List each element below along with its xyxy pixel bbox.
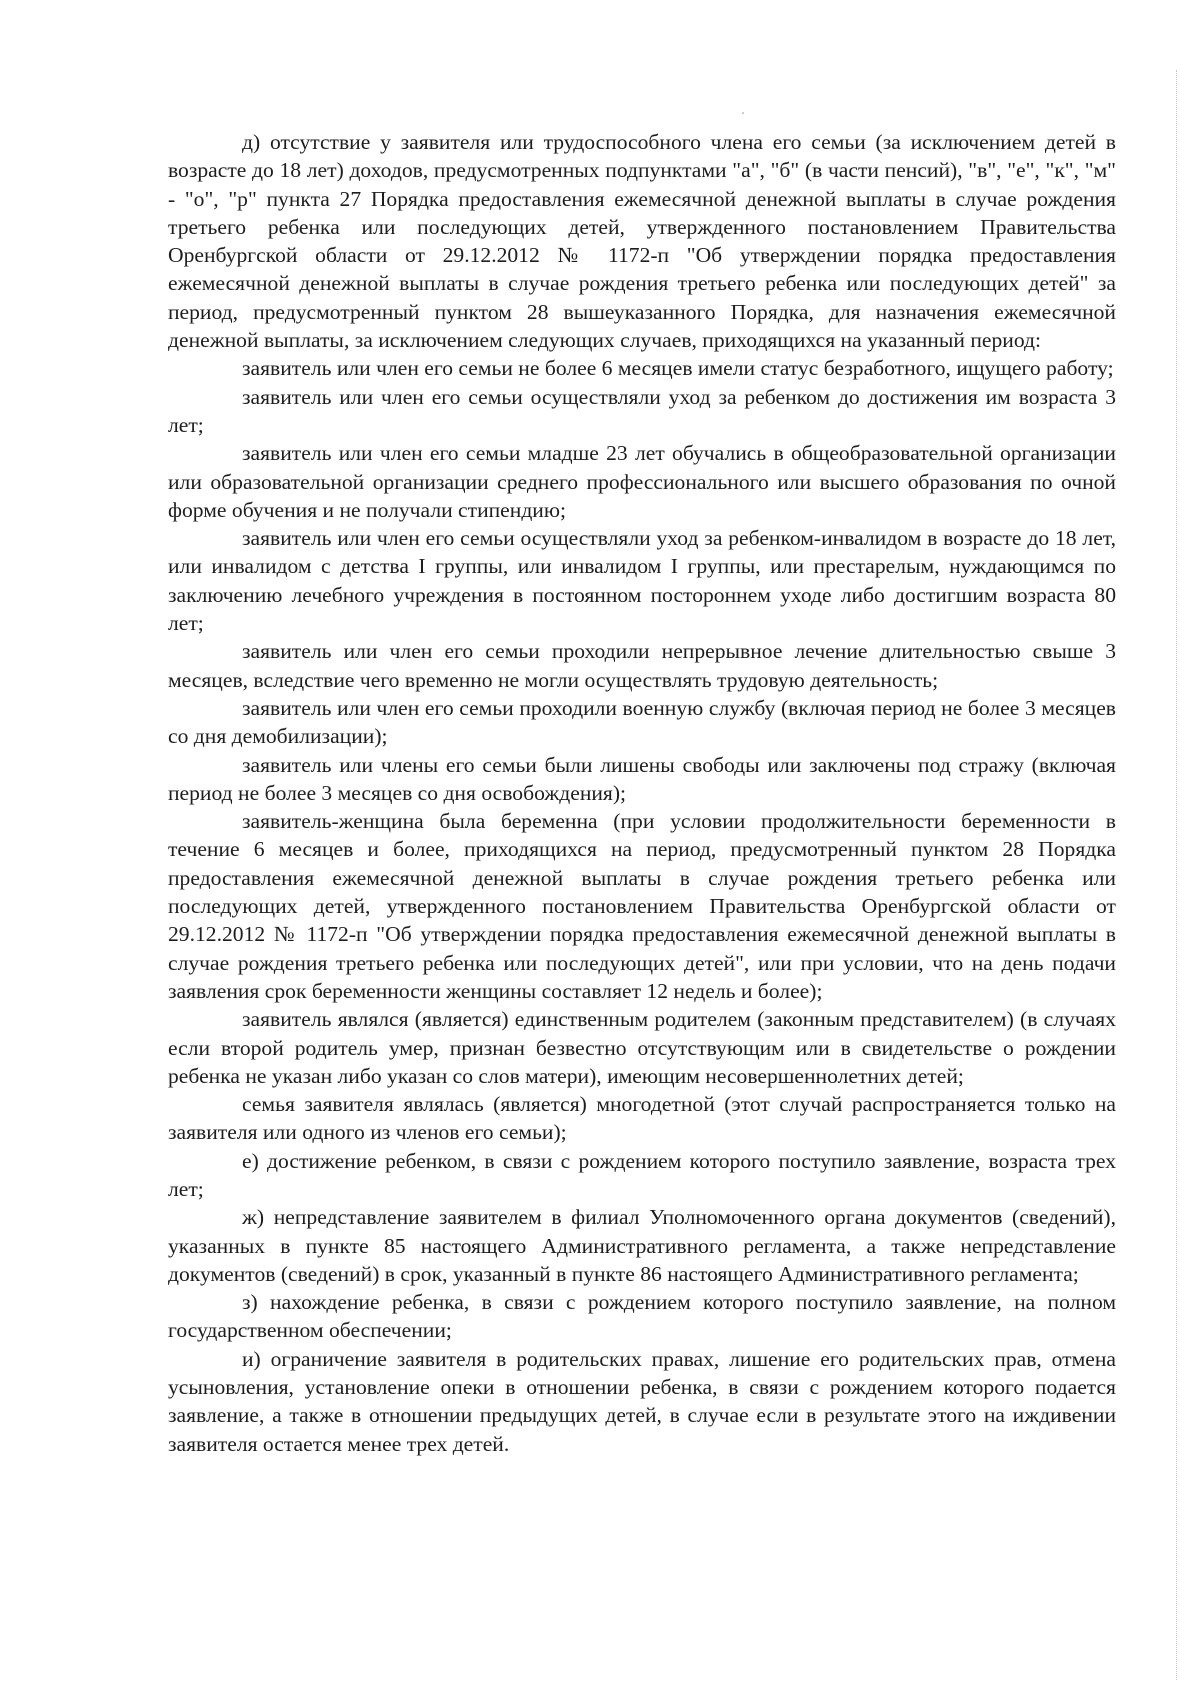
paragraph-zh-documents-not-submitted: ж) непредставление заявителем в филиал Уполномоченного органа документов (сведений), указанных в пункте 85 настоящего Административного регламента, а также непредставление документов (сведений) в срок, указанный в пункте 86 настоящего Административного регламента; (168, 1205, 1116, 1286)
paragraph-d-absence-of-income: д) отсутствие у заявителя или трудоспособного члена его семьи (за исключением детей в возрасте до 18 лет) доходов, предусмотренных подпунктами "а", "б" (в части пенсий), "в", "е", "к", "м" - "о", "р" пункта 27 Порядка предоставления ежемесячной денежной выплаты в случае рождения третьего ребенка или последующих детей, утвержденного постановлением Правительства Оренбургской области от 29.12.2012 № 1172-п "Об утверждении порядка предоставления ежемесячной денежной выплаты в случае рождения третьего ребенка или последующих детей" за период, предусмотренный пунктом 28 вышеуказанного Порядка, для назначения ежемесячной денежной выплаты, за исключением следующих случаев, приходящихся на указанный период: (168, 130, 1116, 353)
paragraph-large-family: семья заявителя являлась (является) многодетной (этот случай распространяется только на заявителя или одного из членов его семьи); (168, 1092, 1116, 1145)
paragraph-unemployed-status: заявитель или член его семьи не более 6 месяцев имели статус безработного, ищущего работу; (242, 356, 1114, 381)
paragraph-military-service: заявитель или член его семьи проходили военную службу (включая период не более 3 месяцев со дня демобилизации); (168, 695, 1116, 749)
paragraph-z-state-support: з) нахождение ребенка, в связи с рождением которого поступило заявление, на полном государственном обеспечении; (168, 1290, 1116, 1343)
paragraph-imprisonment: заявитель или члены его семьи были лишены свободы или заключены под стражу (включая период не более 3 месяцев со дня освобождения); (168, 752, 1116, 805)
paragraph-child-care-under-3: заявитель или член его семьи осуществляли уход за ребенком до достижения им возраста 3 лет; (168, 384, 1116, 437)
scan-speck (742, 112, 744, 114)
paragraph-full-time-study: заявитель или член его семьи младше 23 лет обучались в общеобразовательной организации или образовательной организации среднего профессионального или высшего образования по очной форме обучения и не получали стипендию; (168, 441, 1116, 522)
scan-edge-dots (1176, 70, 1177, 1680)
document-body (168, 128, 1116, 1458)
paragraph-e-child-age-three: е) достижение ребенком, в связи с рождением которого поступило заявление, возраста трех лет; (168, 1148, 1116, 1201)
paragraph-pregnancy: заявитель-женщина была беременна (при условии продолжительности беременности в течение 6 месяцев и более, приходящихся на период, предусмотренный пунктом 28 Порядка предоставления ежемесячной денежной выплаты в случае рождения третьего ребенка или последующих детей, утвержденного постановлением Правительства Оренбургской области от 29.12.2012 № 1172-п "Об утверждении порядка предоставления ежемесячной денежной выплаты в случае рождения третьего ребенка или последующих детей", или при условии, что на день подачи заявления срок беременности женщины составляет 12 недель и более); (168, 809, 1116, 1003)
paragraph-single-parent: заявитель являлся (является) единственным родителем (законным представителем) (в случаях если второй родитель умер, признан безвестно отсутствующим или в свидетельстве о рождении ребенка не указан либо указан со слов матери), имеющим несовершеннолетних детей; (168, 1007, 1116, 1088)
paragraph-continuous-treatment: заявитель или член его семьи проходили непрерывное лечение длительностью свыше 3 месяцев, вследствие чего временно не могли осуществлять трудовую деятельность; (168, 639, 1116, 692)
paragraph-i-parental-rights: и) ограничение заявителя в родительских правах, лишение его родительских прав, отмена усыновления, установление опеки в отношении ребенка, в связи с рождением которого подается заявление, а также в отношении предыдущих детей, в случае если в результате этого на иждивении заявителя остается менее трех детей. (168, 1346, 1116, 1456)
paragraph-disabled-care: заявитель или член его семьи осуществляли уход за ребенком-инвалидом в возрасте до 18 лет, или инвалидом с детства I группы, или инвалидом I группы, или престарелым, нуждающимся по заключению лечебного учреждения в постоянном постороннем уходе либо достигшим возраста 80 лет; (168, 526, 1116, 636)
